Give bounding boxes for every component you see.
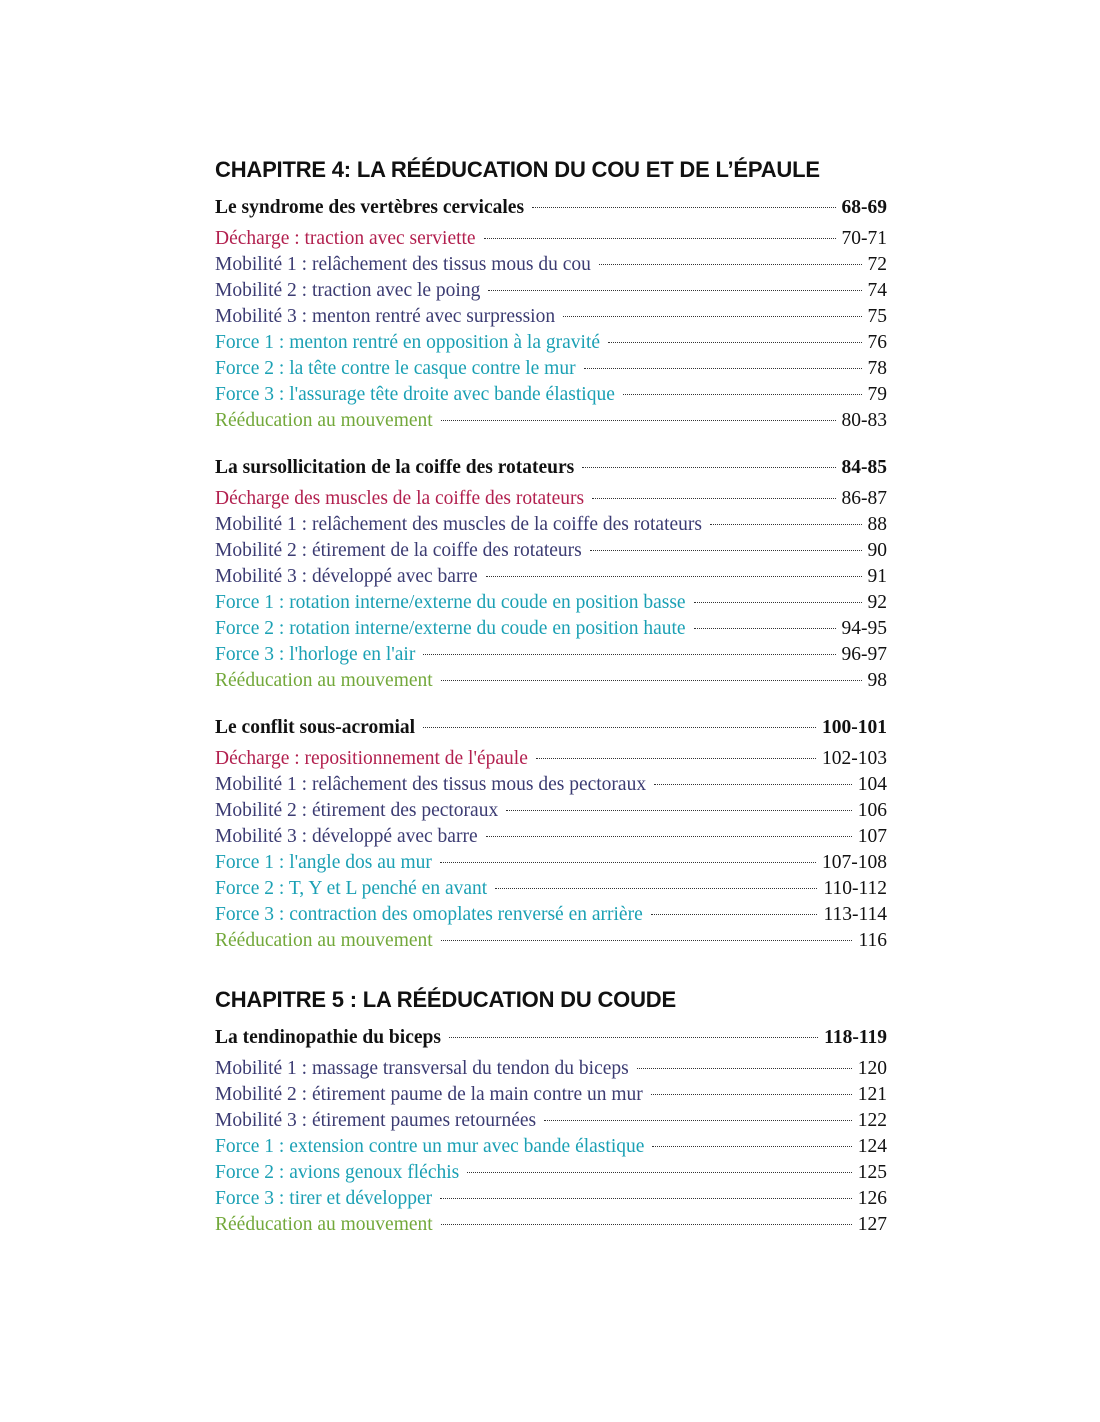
toc-entry[interactable] [215,668,887,694]
toc-page-number: 126 [857,1188,887,1209]
toc-page-number: 92 [867,592,887,613]
toc-entry[interactable] [215,798,887,824]
chapter-4 [215,150,887,954]
dot-leader [484,238,836,239]
toc-entry[interactable] [215,928,887,954]
toc-section-subacromial [215,714,887,954]
toc-entry[interactable] [215,304,887,330]
dot-leader [651,1094,852,1095]
toc-page-number: 72 [867,254,887,275]
toc-entry[interactable] [215,1160,887,1186]
table-of-contents [215,150,887,1258]
dot-leader [694,602,862,603]
toc-entry[interactable] [215,1186,887,1212]
chapter-5 [215,980,887,1238]
toc-page-number: 122 [857,1110,887,1131]
toc-heading-text: Le syndrome des vertèbres cervicales [215,197,525,218]
dot-leader [441,680,862,681]
toc-page-number: 116 [858,930,887,951]
dot-leader [440,1198,852,1199]
dot-leader [441,940,853,941]
toc-page-number: 124 [857,1136,887,1157]
toc-entry-text: Mobilité 2 : étirement paume de la main contre un mur [215,1084,643,1105]
toc-entry[interactable] [215,1134,887,1160]
toc-entry[interactable] [215,252,887,278]
toc-entry-text: Force 2 : T, Y et L penché en avant [215,878,488,899]
toc-section-cervical [215,194,887,434]
toc-page-number: 102-103 [822,748,887,769]
toc-entry[interactable] [215,382,887,408]
toc-page-number: 96-97 [841,644,887,665]
toc-entry-text: Mobilité 3 : menton rentré avec surpression [215,306,556,327]
dot-leader [563,316,861,317]
toc-entry[interactable] [215,876,887,902]
toc-entry-text: Mobilité 2 : étirement des pectoraux [215,800,499,821]
toc-heading-text: La sursollicitation de la coiffe des rotateurs [215,457,575,478]
toc-page-number: 121 [857,1084,887,1105]
toc-entry[interactable] [215,356,887,382]
toc-entry[interactable] [215,330,887,356]
dot-leader [441,1224,852,1225]
toc-entry[interactable] [215,616,887,642]
toc-entry-text: Force 3 : tirer et développer [215,1188,433,1209]
toc-page-number: 104 [857,774,887,795]
toc-page-number: 127 [857,1214,887,1235]
toc-entry-text: Décharge : repositionnement de l'épaule [215,748,528,769]
toc-entry-text: Force 2 : avions genoux fléchis [215,1162,460,1183]
toc-page-number: 88 [867,514,887,535]
toc-entry-text: Mobilité 1 : massage transversal du tendon du biceps [215,1058,629,1079]
toc-heading-text: La tendinopathie du biceps [215,1027,441,1048]
toc-entry[interactable] [215,564,887,590]
toc-entry-text: Rééducation au mouvement [215,930,433,951]
dot-leader [652,1146,851,1147]
dot-leader [495,888,817,889]
toc-page-number: 80-83 [841,410,887,431]
toc-entry-text: Force 2 : rotation interne/externe du coude en position haute [215,618,686,639]
toc-entry-text: Rééducation au mouvement [215,410,433,431]
toc-entry-text: Mobilité 3 : étirement paumes retournées [215,1110,537,1131]
toc-entry-text: Décharge des muscles de la coiffe des rotateurs [215,488,585,509]
toc-entry-text: Force 1 : menton rentré en opposition à la gravité [215,332,601,353]
dot-leader [536,758,816,759]
toc-section-heading[interactable] [215,714,887,746]
toc-section-heading[interactable] [215,194,887,226]
toc-page-number: 91 [867,566,887,587]
toc-entry[interactable] [215,278,887,304]
toc-page-number: 68-69 [841,197,887,218]
dot-leader [423,727,816,728]
toc-entry[interactable] [215,226,887,252]
toc-entry-text: Force 1 : extension contre un mur avec bande élastique [215,1136,645,1157]
toc-page-number: 118-119 [824,1027,887,1048]
dot-leader [654,784,852,785]
toc-entry-text: Force 3 : l'horloge en l'air [215,644,416,665]
toc-entry[interactable] [215,850,887,876]
toc-entry-text: Mobilité 1 : relâchement des muscles de la coiffe des rotateurs [215,514,702,535]
dot-leader [599,264,862,265]
dot-leader [590,550,862,551]
toc-entry[interactable] [215,1056,887,1082]
dot-leader [544,1120,852,1121]
dot-leader [710,524,862,525]
toc-page-number: 94-95 [841,618,887,639]
toc-page-number: 100-101 [822,717,887,738]
chapter-title: CHAPITRE 5 : LA RÉÉDUCATION DU COUDE [215,987,676,1012]
toc-entry[interactable] [215,902,887,928]
toc-page-number: 120 [857,1058,887,1079]
dot-leader [584,368,862,369]
toc-section-biceps [215,1024,887,1238]
dot-leader [449,1037,818,1038]
toc-section-rotator-cuff [215,454,887,694]
toc-entry[interactable] [215,486,887,512]
toc-entry-text: Mobilité 2 : traction avec le poing [215,280,481,301]
toc-page-number: 79 [867,384,887,405]
chapter-title: CHAPITRE 4: LA RÉÉDUCATION DU COU ET DE L’ÉPAULE [215,157,820,182]
toc-page-number: 74 [867,280,887,301]
dot-leader [582,467,835,468]
dot-leader [486,836,852,837]
toc-page-number: 78 [867,358,887,379]
toc-page-number: 113-114 [823,904,887,925]
toc-entry[interactable] [215,408,887,434]
toc-page-number: 107-108 [822,852,887,873]
toc-entry-text: Force 1 : rotation interne/externe du coude en position basse [215,592,686,613]
toc-page-number: 84-85 [841,457,887,478]
toc-page-number: 70-71 [841,228,887,249]
dot-leader [651,914,818,915]
toc-page-number: 110-112 [823,878,887,899]
toc-entry-text: Rééducation au mouvement [215,670,433,691]
toc-entry-text: Force 3 : contraction des omoplates renversé en arrière [215,904,643,925]
dot-leader [467,1172,852,1173]
toc-page-number: 106 [857,800,887,821]
dot-leader [608,342,861,343]
toc-page-number: 98 [867,670,887,691]
toc-entry[interactable] [215,512,887,538]
dot-leader [440,862,816,863]
toc-page-number: 90 [867,540,887,561]
toc-section-heading[interactable] [215,454,887,486]
toc-entry[interactable] [215,642,887,668]
toc-entry[interactable] [215,1212,887,1238]
toc-entry-text: Mobilité 1 : relâchement des tissus mous des pectoraux [215,774,647,795]
toc-entry[interactable] [215,590,887,616]
dot-leader [637,1068,852,1069]
toc-entry[interactable] [215,772,887,798]
toc-page-number: 125 [857,1162,887,1183]
toc-entry-text: Force 2 : la tête contre le casque contre le mur [215,358,576,379]
dot-leader [486,576,862,577]
toc-section-heading[interactable] [215,1024,887,1056]
toc-entry-text: Mobilité 1 : relâchement des tissus mous du cou [215,254,591,275]
toc-heading-text: Le conflit sous-acromial [215,717,416,738]
dot-leader [623,394,862,395]
toc-page-number: 86-87 [841,488,887,509]
dot-leader [423,654,835,655]
toc-page-number: 75 [867,306,887,327]
toc-page-number: 76 [867,332,887,353]
toc-entry-text: Force 1 : l'angle dos au mur [215,852,432,873]
toc-entry-text: Mobilité 2 : étirement de la coiffe des rotateurs [215,540,582,561]
toc-entry[interactable] [215,538,887,564]
toc-entry[interactable] [215,1108,887,1134]
dot-leader [488,290,861,291]
dot-leader [694,628,836,629]
toc-entry[interactable] [215,746,887,772]
toc-entry-text: Mobilité 3 : développé avec barre [215,566,478,587]
toc-entry[interactable] [215,1082,887,1108]
dot-leader [592,498,835,499]
toc-entry[interactable] [215,824,887,850]
dot-leader [506,810,852,811]
toc-page-number: 107 [857,826,887,847]
dot-leader [532,207,835,208]
toc-entry-text: Décharge : traction avec serviette [215,228,476,249]
dot-leader [441,420,836,421]
toc-entry-text: Rééducation au mouvement [215,1214,433,1235]
toc-entry-text: Force 3 : l'assurage tête droite avec bande élastique [215,384,615,405]
toc-entry-text: Mobilité 3 : développé avec barre [215,826,478,847]
